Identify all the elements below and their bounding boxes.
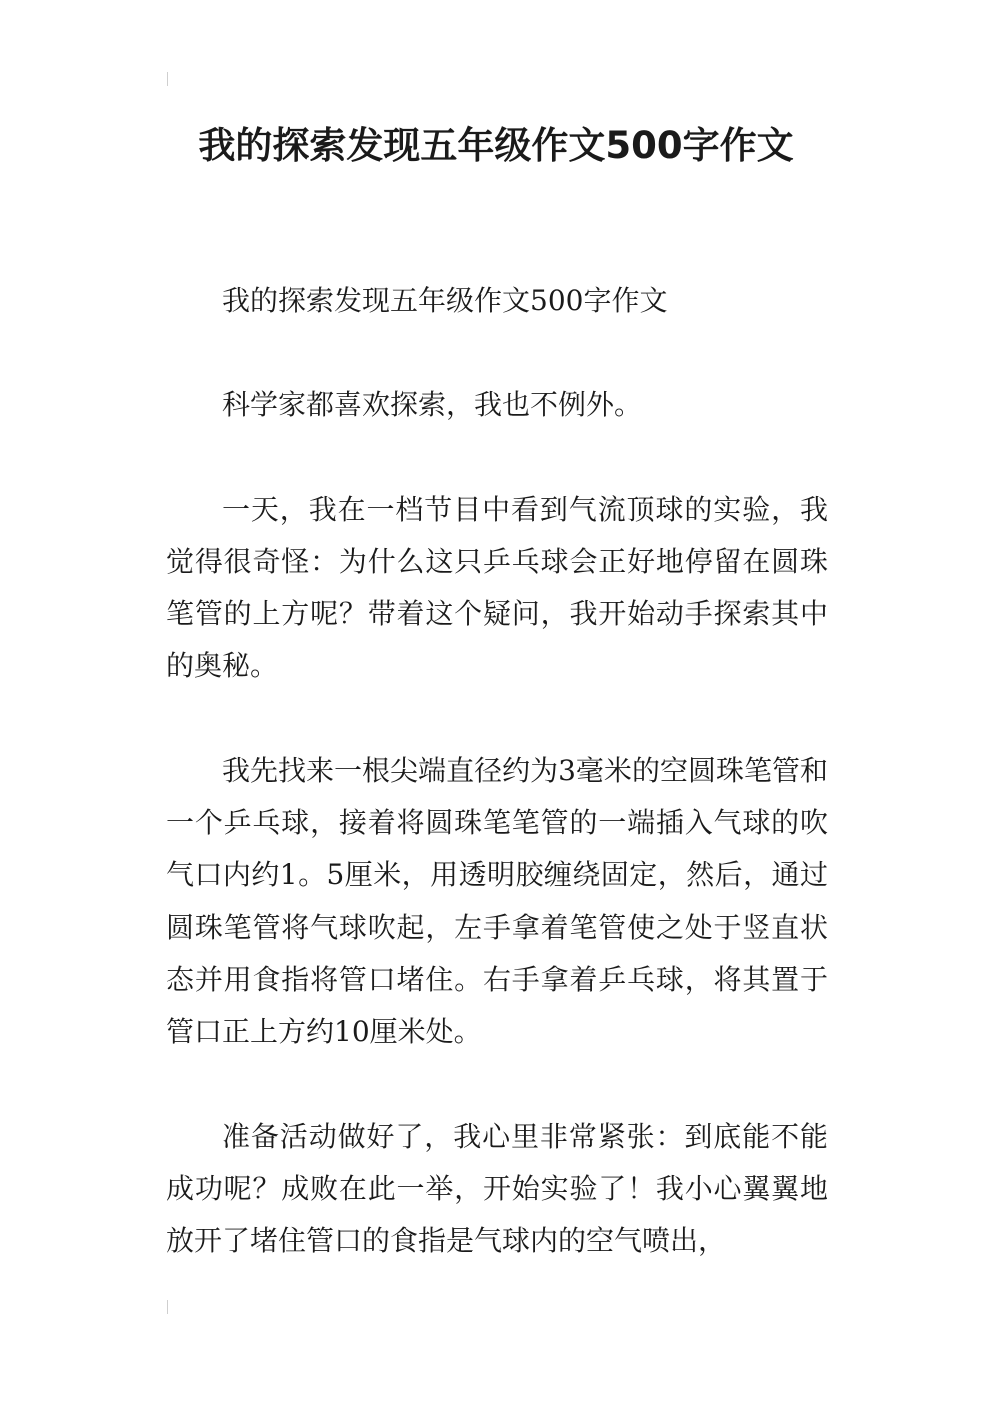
paragraph-preparation: 我先找来一根尖端直径约为3毫米的空圆珠笔管和一个乒乓球，接着将圆珠笔笔管的一端插入气球的吹气口内约1。5厘米，用透明胶缠绕固定，然后，通过圆珠笔管将气球吹起，左手拿着笔管使之处于竖直状态并用食指将管口堵住。右手拿着乒乓球，将其置于管口正上方约10厘米处。 xyxy=(166,753,828,1049)
document-body xyxy=(166,275,828,1319)
paragraph-story-start: 一天，我在一档节目中看到气流顶球的实验，我觉得很奇怪：为什么这只乒乓球会正好地停留在圆珠笔管的上方呢？带着这个疑问，我开始动手探索其中的奥秘。 xyxy=(166,492,828,683)
paragraph-subtitle: 我的探索发现五年级作文500字作文 xyxy=(222,284,668,317)
crop-mark-top xyxy=(167,72,168,86)
paragraph-intro: 科学家都喜欢探索，我也不例外。 xyxy=(222,388,643,422)
paragraph-experiment: 准备活动做好了，我心里非常紧张：到底能不能成功呢？成败在此一举，开始实验了！我小心翼翼地放开了堵住管口的食指是气球内的空气喷出， xyxy=(166,1119,828,1258)
document-title: 我的探索发现五年级作文500字作文 xyxy=(198,124,794,167)
crop-mark-bottom xyxy=(167,1300,168,1314)
